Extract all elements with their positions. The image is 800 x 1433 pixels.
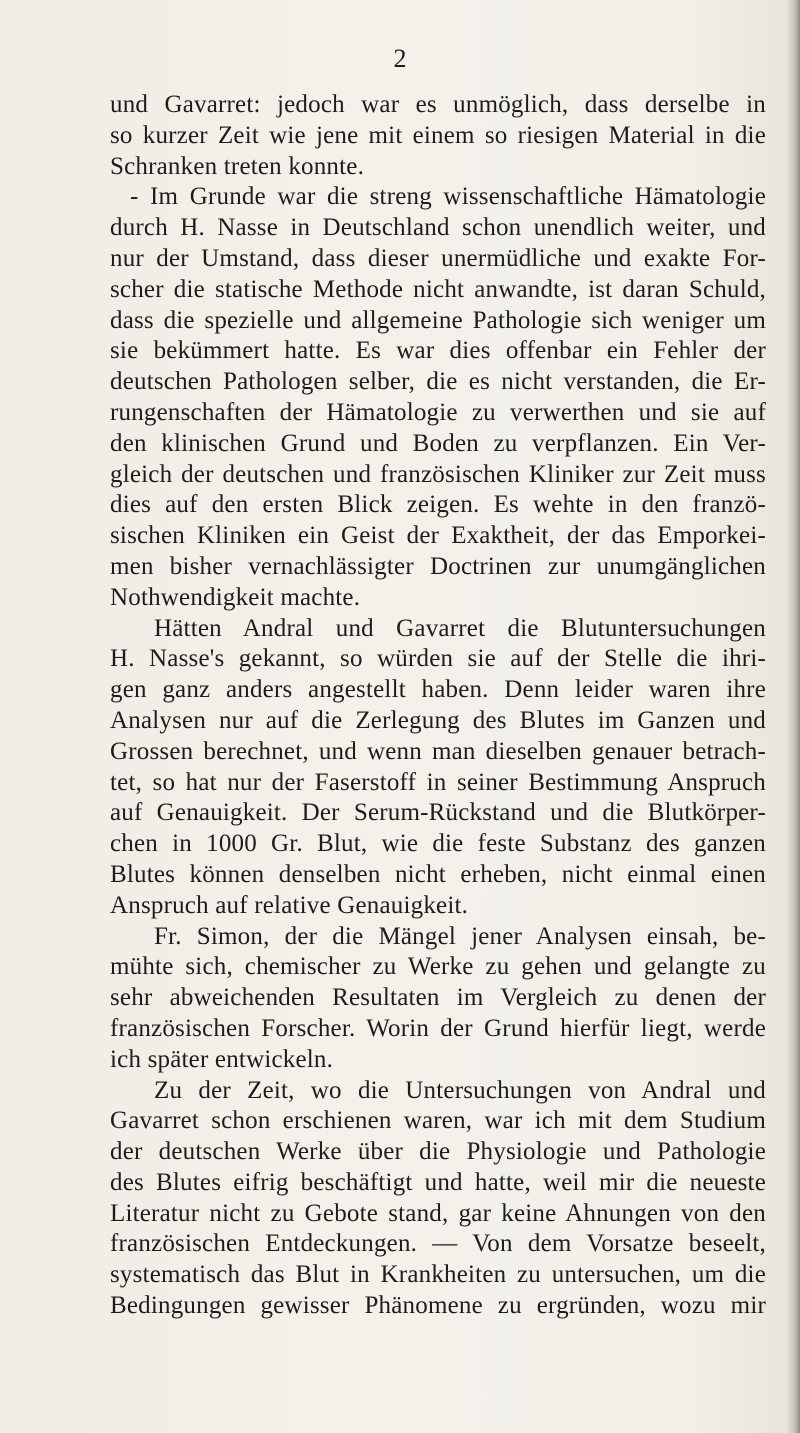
text-line: men bisher vernachlässigter Doctrinen zur unumgänglichen xyxy=(110,552,766,580)
text-line: sehr abweichenden Resultaten im Vergleich zu denen der xyxy=(110,984,766,1012)
text-line: Schranken treten konnte. xyxy=(110,152,365,180)
text-line: Bedingungen gewisser Phänomene zu ergründen, wozu mir xyxy=(110,1292,766,1320)
text-line: Blutes können denselben nicht erheben, nicht einmal einen xyxy=(110,860,766,888)
text-line: Hätten Andral und Gavarret die Blutuntersuchungen xyxy=(154,614,766,642)
text-line: tet, so hat nur der Faserstoff in seiner Bestimmung Anspruch xyxy=(110,768,766,796)
text-line: Anspruch auf relative Genauigkeit. xyxy=(110,891,469,919)
text-line: der deutschen Werke über die Physiologie und Pathologie xyxy=(110,1138,766,1166)
text-line: und Gavarret: jedoch war es unmöglich, dass derselbe in xyxy=(110,91,766,118)
text-line: Analysen nur auf die Zerlegung des Blutes im Ganzen und xyxy=(110,706,766,734)
text-line: Gavarret schon erschienen waren, war ich mit dem Studium xyxy=(110,1107,766,1135)
text-line: des Blutes eifrig beschäftigt und hatte, weil mir die neueste xyxy=(110,1168,766,1196)
text-line: - Im Grunde war die streng wissenschaftliche Hämatologie xyxy=(130,183,766,211)
text-line: gleich der deutschen und französischen Kliniker zur Zeit muss xyxy=(110,460,766,488)
text-line: H. Nasse's gekannt, so würden sie auf der Stelle die ihri- xyxy=(110,645,766,673)
text-line: durch H. Nasse in Deutschland schon unendlich weiter, und xyxy=(110,214,766,242)
text-line: dass die spezielle und allgemeine Pathologie sich weniger um xyxy=(110,306,766,334)
text-line: französischen Entdeckungen. — Von dem Vorsatze beseelt, xyxy=(110,1230,766,1258)
text-line: ich später entwickeln. xyxy=(110,1045,334,1073)
text-line: sie bekümmert hatte. Es war dies offenbar ein Fehler der xyxy=(110,337,766,365)
text-line: dies auf den ersten Blick zeigen. Es wehte in den franzö- xyxy=(110,491,766,519)
page-number: 2 xyxy=(393,44,407,73)
text-line: systematisch das Blut in Krankheiten zu untersuchen, um die xyxy=(110,1261,766,1289)
body-text xyxy=(110,90,766,1322)
text-line: den klinischen Grund und Boden zu verpflanzen. Ein Ver- xyxy=(110,429,766,457)
text-line: scher die statische Methode nicht anwandte, ist daran Schuld, xyxy=(110,275,766,303)
text-line: Literatur nicht zu Gebote stand, gar keine Ahnungen von den xyxy=(110,1199,766,1227)
text-line: deutschen Pathologen selber, die es nicht verstanden, die Er- xyxy=(110,368,766,396)
text-line: gen ganz anders angestellt haben. Denn leider waren ihre xyxy=(110,676,766,704)
page-edge-shadow xyxy=(786,0,800,1433)
text-line: nur der Umstand, dass dieser unermüdliche und exakte For- xyxy=(110,244,766,272)
text-line: Nothwendigkeit machte. xyxy=(110,583,361,611)
text-line: chen in 1000 Gr. Blut, wie die feste Substanz des ganzen xyxy=(110,830,766,858)
text-line: Zu der Zeit, wo die Untersuchungen von Andral und xyxy=(154,1076,766,1104)
text-line: Grossen berechnet, und wenn man dieselben genauer betrach- xyxy=(110,737,766,765)
text-line: auf Genauigkeit. Der Serum-Rückstand und die Blutkörper- xyxy=(110,799,766,827)
text-line: französischen Forscher. Worin der Grund hierfür liegt, werde xyxy=(110,1014,766,1042)
text-line: Fr. Simon, der die Mängel jener Analysen einsah, be- xyxy=(154,922,766,950)
text-line: sischen Kliniken ein Geist der Exaktheit, der das Emporkei- xyxy=(110,522,766,550)
text-line: rungenschaften der Hämatologie zu verwerthen und sie auf xyxy=(110,398,766,426)
text-line: mühte sich, chemischer zu Werke zu gehen und gelangte zu xyxy=(110,953,766,981)
text-line: so kurzer Zeit wie jene mit einem so riesigen Material in die xyxy=(110,121,766,149)
